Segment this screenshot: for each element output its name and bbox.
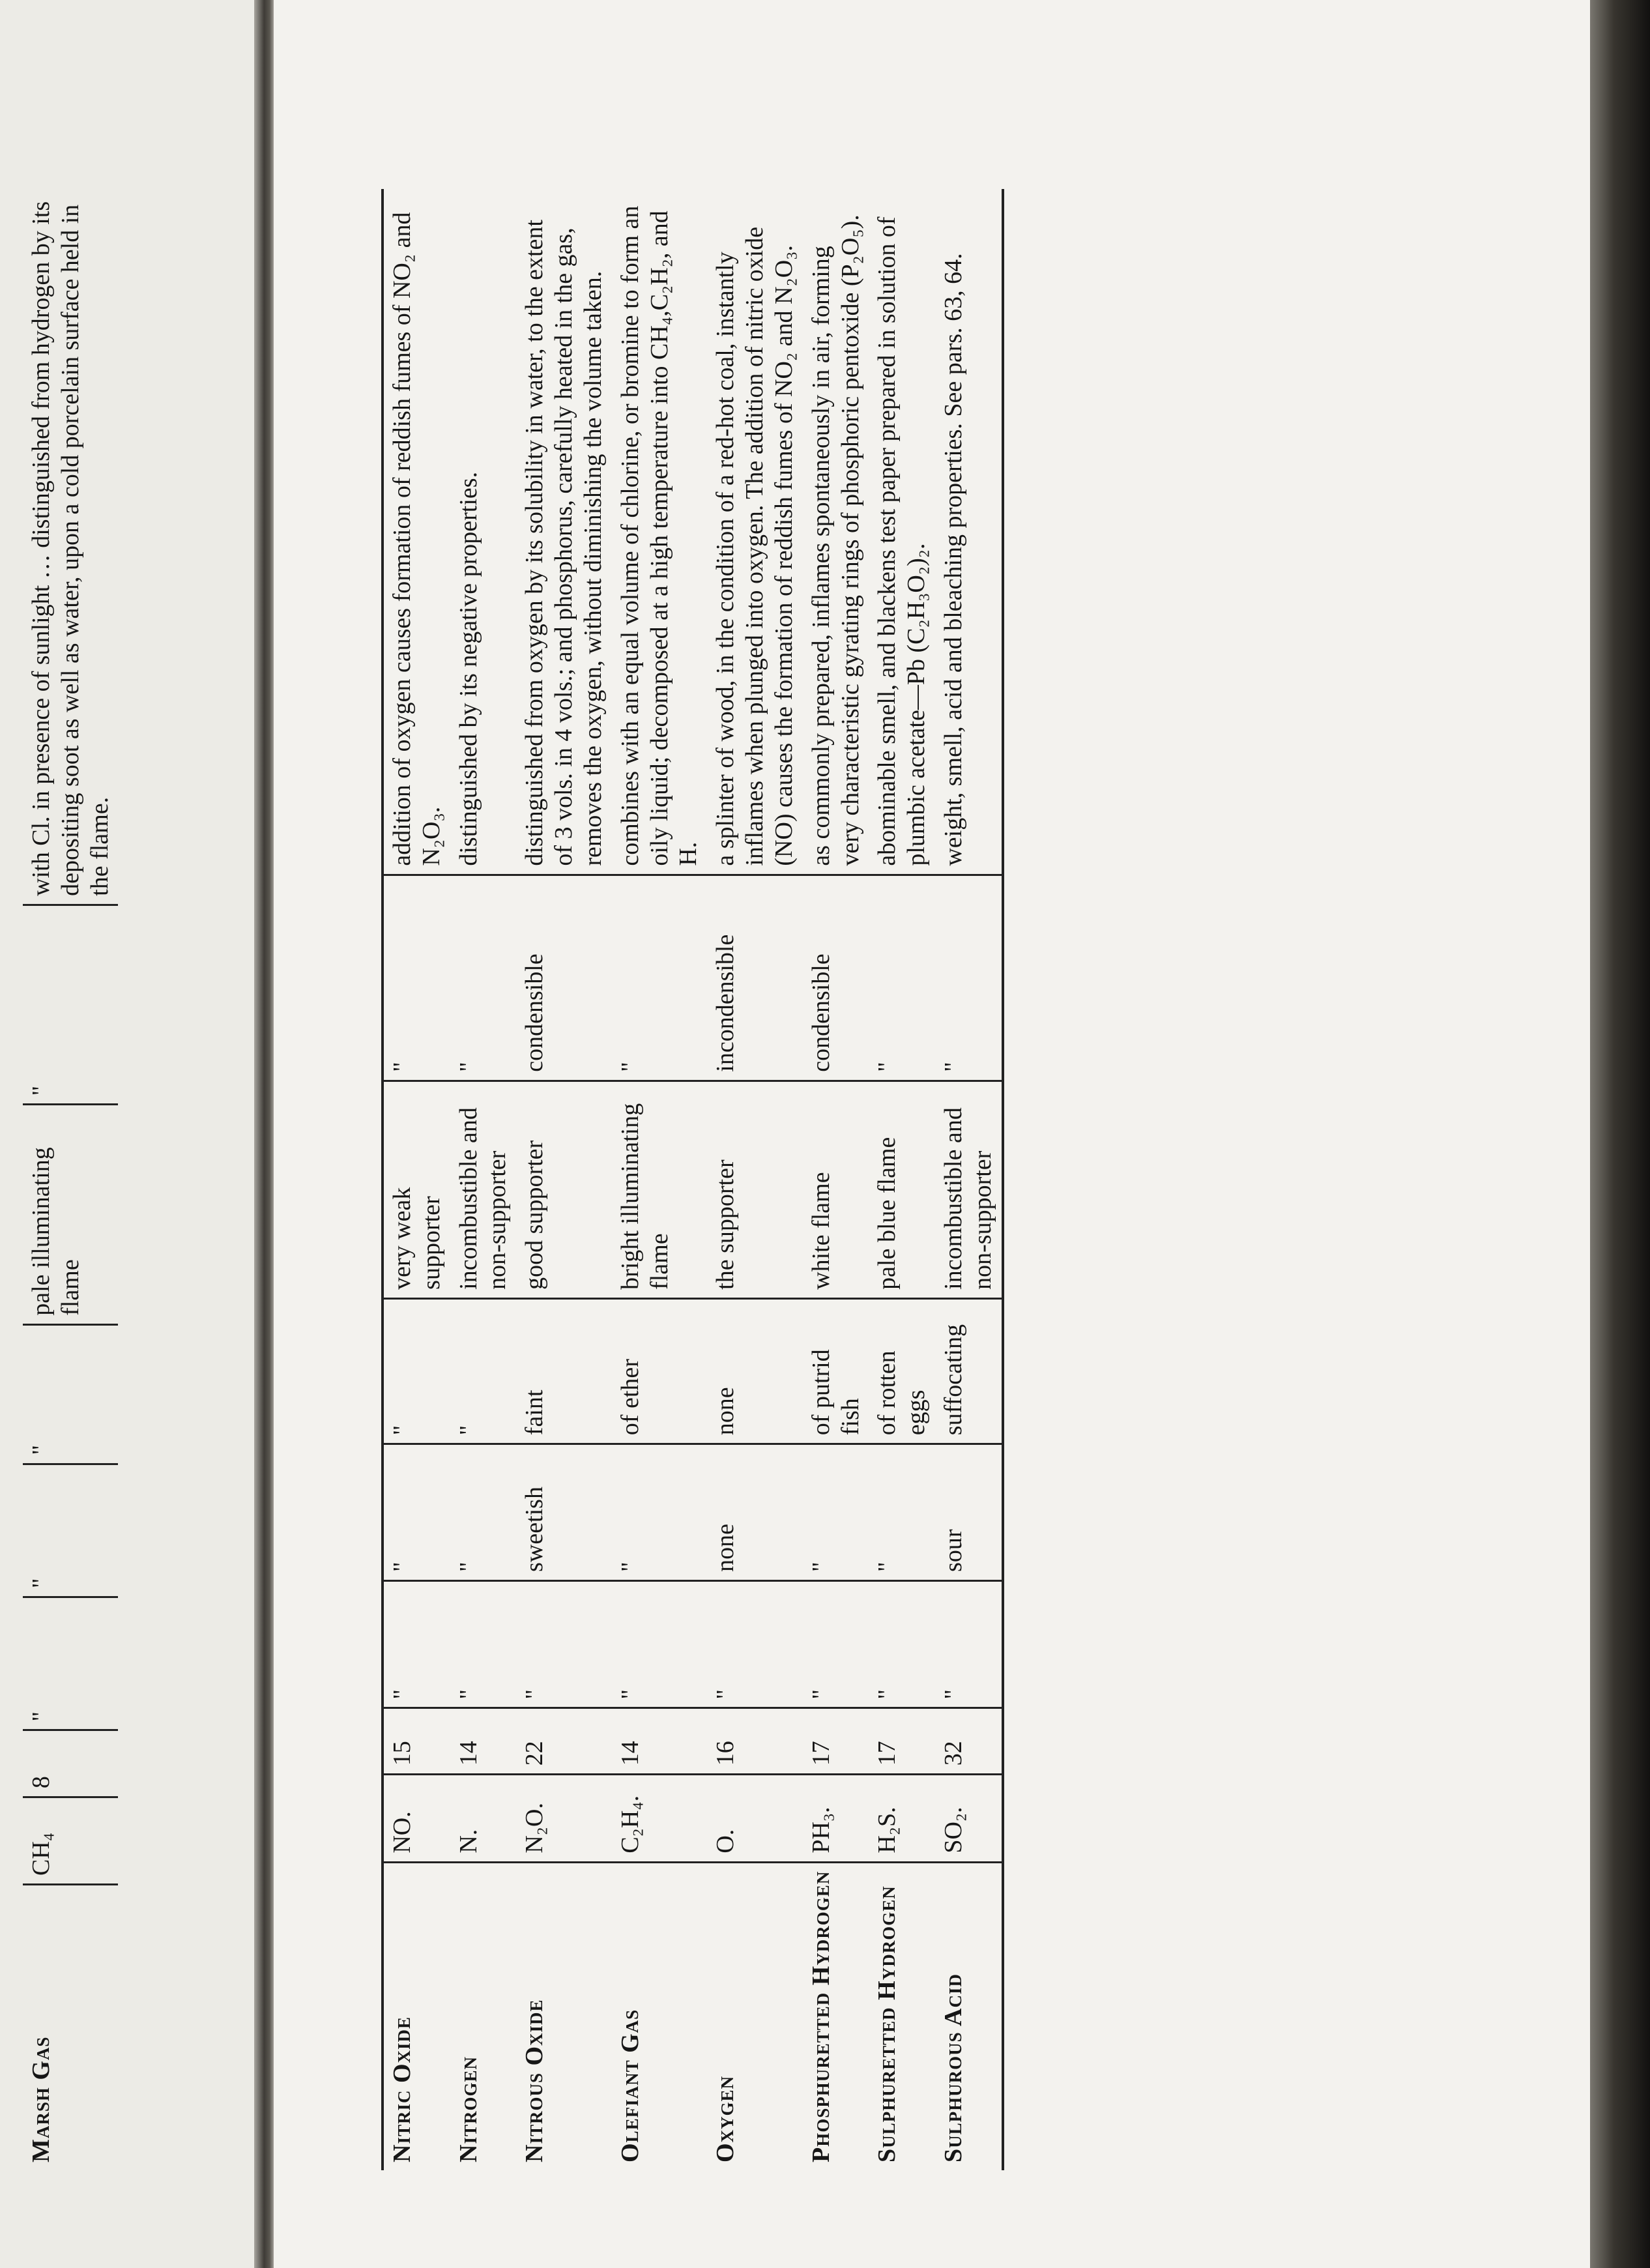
table-row: [707, 189, 802, 2170]
gas-colour: ": [707, 1580, 802, 1708]
gas-taste: none: [707, 1444, 802, 1581]
gas-combustion: incombustible and non-supporter: [450, 1081, 517, 1298]
gas-taste: sweetish: [516, 1444, 611, 1581]
gas-weight: 22: [516, 1708, 611, 1775]
gas-remarks: distinguished from oxygen by its solubility in water, to the extent of 3 vols. in 4 vols.; and phosphorus, carefully heated in the gas, removes the oxygen, without diminishing the volume taken.: [516, 189, 611, 875]
table-row: [612, 189, 707, 2170]
gas-taste: ": [383, 1444, 450, 1581]
gas-condensibility: ": [383, 875, 450, 1081]
gas-colour: ": [383, 1580, 450, 1708]
gas-colour: ": [23, 1597, 118, 1730]
gas-weight: 14: [450, 1708, 517, 1775]
gas-taste: ": [612, 1444, 707, 1581]
gas-weight: 15: [383, 1708, 450, 1775]
table-row: [383, 189, 450, 2170]
gas-taste: sour: [935, 1444, 1003, 1581]
gas-weight: 17: [869, 1708, 935, 1775]
gas-weight: 8: [23, 1730, 118, 1797]
gas-formula: C₂H₄.: [612, 1775, 707, 1862]
gas-smell: ": [383, 1298, 450, 1444]
gas-smell: of ether: [612, 1298, 707, 1444]
gas-smell: none: [707, 1298, 802, 1444]
gas-remarks: addition of oxygen causes formation of reddish fumes of NO₂ and N₂O₃.: [383, 189, 450, 875]
gas-colour: ": [869, 1580, 935, 1708]
gas-remarks: with Cl. in presence of sunlight … distinguished from hydrogen by its depositing soot as well as water, upon a cold porcelain surface held in the flame.: [23, 189, 118, 905]
gas-name: Sulphuretted Hydrogen: [873, 1885, 901, 2162]
page-edge: [1590, 0, 1650, 2268]
table-row: [450, 189, 517, 2170]
gas-name: Phosphuretted Hydrogen: [807, 1870, 835, 2162]
gas-taste: ": [803, 1444, 869, 1581]
gas-combustion: the supporter: [707, 1081, 802, 1298]
gas-properties-table: [381, 163, 1398, 2170]
gas-colour: ": [450, 1580, 517, 1708]
gas-remarks: distinguished by its negative properties.: [450, 189, 517, 875]
table-row: [869, 189, 935, 2170]
gas-colour: ": [612, 1580, 707, 1708]
gas-colour: ": [516, 1580, 611, 1708]
gas-formula: CH₄: [23, 1797, 118, 1885]
table-row: [516, 189, 611, 2170]
gas-combustion: incombustible and non-supporter: [935, 1081, 1003, 1298]
gas-remarks: as commonly prepared, inflames spontaneously in air, forming very characteristic gyrating rings of phosphoric pentoxide (P₂O₅).: [803, 189, 869, 875]
gas-combustion: white flame: [803, 1081, 869, 1298]
gas-name: Marsh Gas: [27, 2036, 55, 2162]
gas-remarks: a splinter of wood, in the condition of a red-hot coal, instantly inflames when plunged into oxygen. The addition of nitric oxide (NO) causes the formation of reddish fumes of NO₂ and N₂O₃.: [707, 189, 802, 875]
gas-condensibility: incondensible: [707, 875, 802, 1081]
gas-remarks: weight, smell, acid and bleaching properties. See pars. 63, 64.: [935, 189, 1003, 875]
gas-smell: of rotten eggs: [869, 1298, 935, 1444]
gas-taste: ": [869, 1444, 935, 1581]
table-row: [23, 189, 118, 2170]
gas-combustion: pale illuminating flame: [23, 1105, 118, 1324]
gas-formula: SO₂.: [935, 1775, 1003, 1862]
gas-colour: ": [803, 1580, 869, 1708]
gas-taste: ": [450, 1444, 517, 1581]
gas-smell: ": [23, 1324, 118, 1464]
gas-combustion: bright illuminating flame: [612, 1081, 707, 1298]
gas-name: Nitrogen: [454, 2056, 482, 2162]
gas-weight: 17: [803, 1708, 869, 1775]
gas-name: Nitric Oxide: [383, 1862, 450, 2170]
table-row: [803, 189, 869, 2170]
gas-condensibility: ": [935, 875, 1003, 1081]
gas-weight: 16: [707, 1708, 802, 1775]
gas-name: Nitrous Oxide: [521, 1999, 549, 2162]
gas-smell: ": [450, 1298, 517, 1444]
gas-condensibility: ": [612, 875, 707, 1081]
gas-remarks: combines with an equal volume of chlorine, or bromine to form an oily liquid; decomposed at a high temperature into CH₄,C₂H₂, and H.: [612, 189, 707, 875]
gas-weight: 14: [612, 1708, 707, 1775]
gas-condensibility: condensible: [516, 875, 611, 1081]
gas-combustion: pale blue flame: [869, 1081, 935, 1298]
gas-formula: O.: [707, 1775, 802, 1862]
gas-smell: faint: [516, 1298, 611, 1444]
gas-combustion: good supporter: [516, 1081, 611, 1298]
gas-weight: 32: [935, 1708, 1003, 1775]
gas-name: Sulphurous Acid: [935, 1862, 1003, 2170]
previous-page-table: [23, 163, 270, 2170]
gas-remarks: abominable smell, and blackens test paper prepared in solution of plumbic acetate—Pb (C₂H₃O₂)₂.: [869, 189, 935, 875]
gas-condensibility: ": [23, 905, 118, 1105]
table-row: [935, 189, 1003, 2170]
gas-smell: suffocating: [935, 1298, 1003, 1444]
gas-condensibility: ": [450, 875, 517, 1081]
gas-combustion: very weak supporter: [383, 1081, 450, 1298]
gas-name: Oxygen: [712, 2075, 740, 2162]
gas-condensibility: condensible: [803, 875, 869, 1081]
gas-formula: N₂O.: [516, 1775, 611, 1862]
gas-taste: ": [23, 1464, 118, 1597]
gas-formula: N.: [450, 1775, 517, 1862]
gas-formula: PH₃.: [803, 1775, 869, 1862]
gas-condensibility: ": [869, 875, 935, 1081]
gas-formula: H₂S.: [869, 1775, 935, 1862]
gas-name: Olefiant Gas: [616, 2009, 644, 2162]
gas-smell: of putrid fish: [803, 1298, 869, 1444]
gas-formula: NO.: [383, 1775, 450, 1862]
gas-colour: ": [935, 1580, 1003, 1708]
